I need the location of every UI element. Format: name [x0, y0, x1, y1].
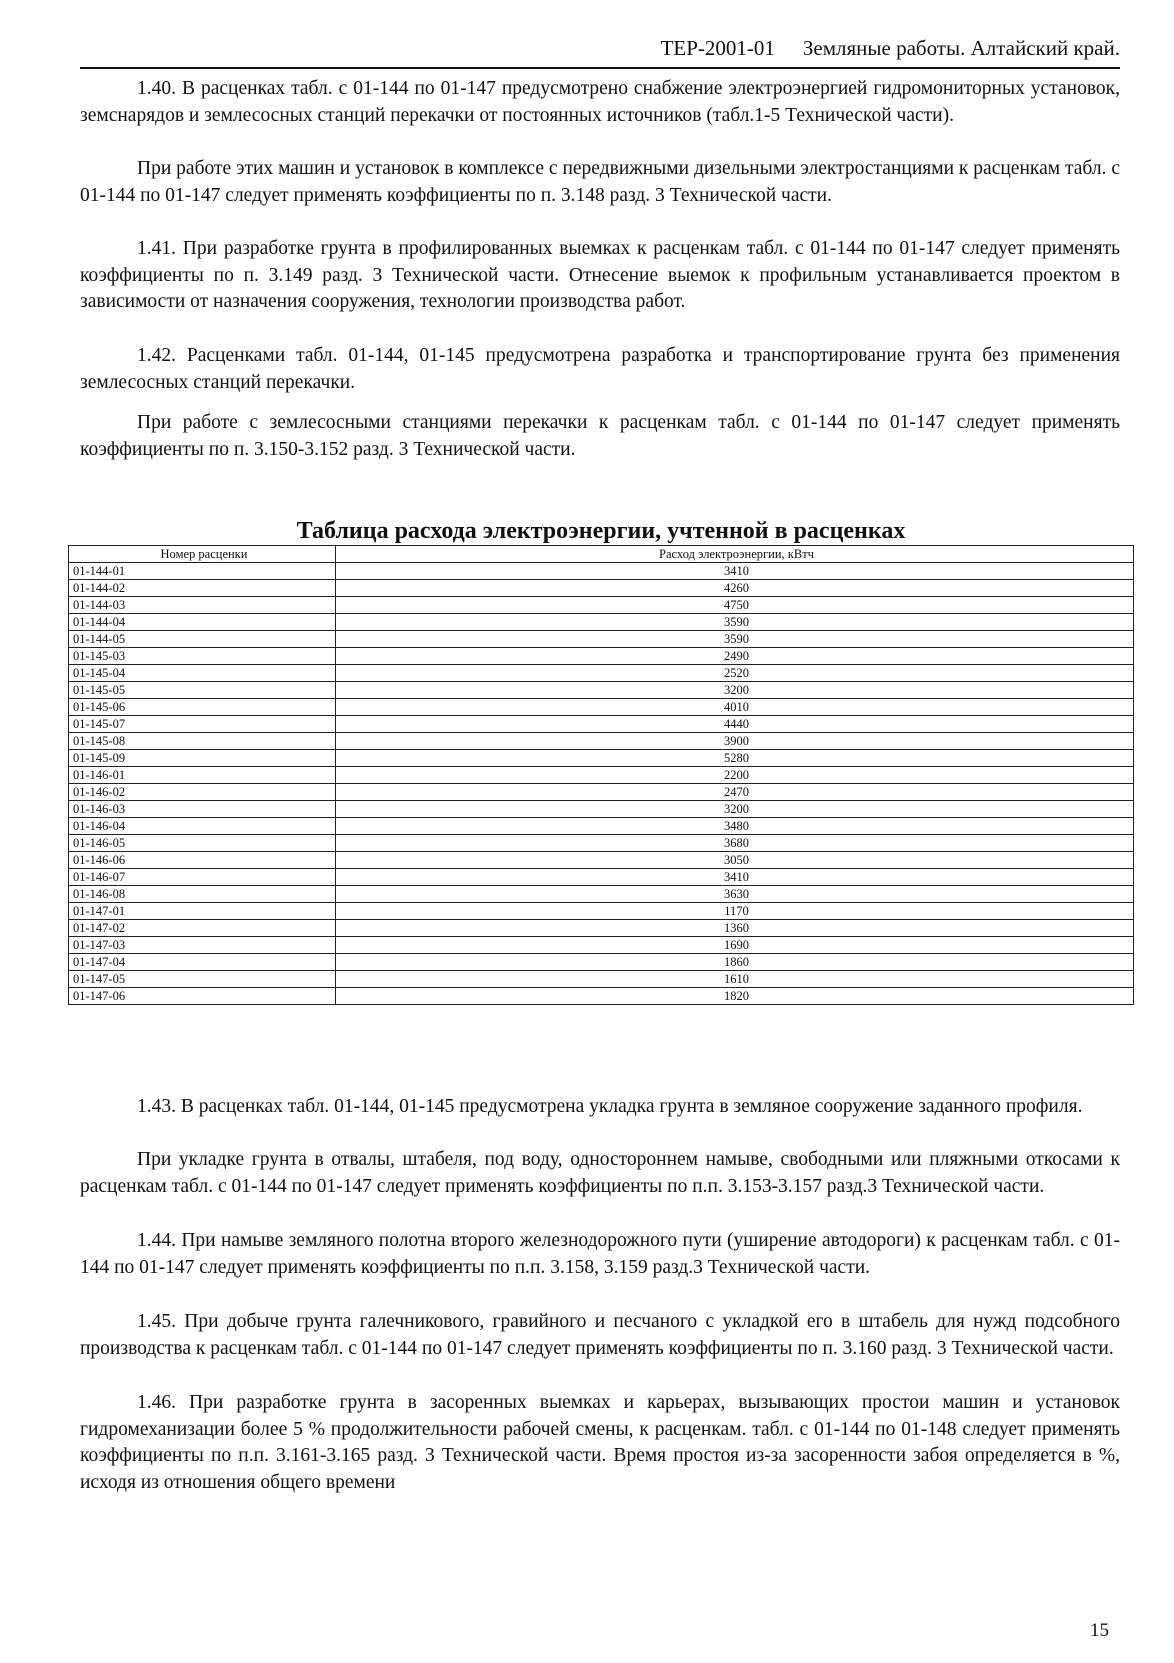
- rate-number-cell: 01-145-06: [69, 699, 336, 716]
- electricity-value-cell: 1690: [336, 937, 1134, 954]
- paragraph: 1.45. При добыче грунта галечникового, гравийного и песчаного с укладкой его в штабель для нужд подсобного производства к расценкам табл. с 01-144 по 01-147 следует применять коэффициенты по п. 3.160 разд. 3 Технической части.: [80, 1311, 1120, 1359]
- rate-number-cell: 01-147-04: [69, 954, 336, 971]
- table-row: [69, 750, 1134, 767]
- electricity-value-cell: 3050: [336, 852, 1134, 869]
- rate-number-cell: 01-146-01: [69, 767, 336, 784]
- rate-number-cell: 01-145-08: [69, 733, 336, 750]
- electricity-value-cell: 4260: [336, 580, 1134, 597]
- electricity-value-cell: 3410: [336, 869, 1134, 886]
- table-row: [69, 971, 1134, 988]
- rate-number-cell: 01-147-01: [69, 903, 336, 920]
- electricity-value-cell: 1170: [336, 903, 1134, 920]
- table-row: [69, 614, 1134, 631]
- rate-number-cell: 01-146-08: [69, 886, 336, 903]
- table-row: [69, 988, 1134, 1005]
- electricity-value-cell: 2200: [336, 767, 1134, 784]
- table-row: [69, 852, 1134, 869]
- electricity-value-cell: 3590: [336, 631, 1134, 648]
- electricity-value-cell: 2520: [336, 665, 1134, 682]
- paragraph: 1.42. Расценками табл. 01-144, 01-145 предусмотрена разработка и транспортирование грунта без применения землесосных станций перекачки.: [80, 345, 1120, 393]
- electricity-value-cell: 1860: [336, 954, 1134, 971]
- rate-number-cell: 01-146-04: [69, 818, 336, 835]
- rate-number-cell: 01-147-05: [69, 971, 336, 988]
- table-row: [69, 563, 1134, 580]
- rate-number-cell: 01-144-05: [69, 631, 336, 648]
- rate-number-cell: 01-144-01: [69, 563, 336, 580]
- table-header-row: [69, 546, 1134, 563]
- electricity-value-cell: 2490: [336, 648, 1134, 665]
- paragraph: 1.46. При разработке грунта в засоренных выемках и карьерах, вызывающих простои машин и установок гидромеханизации более 5 % продолжительности рабочей смены, к расценкам. табл. с 01-144 по 01-148 следует применять коэффициенты по п.п. 3.161-3.165 разд. 3 Технической части. Время простоя из-за засоренности забоя определяется в %, исходя из отношения общего времени: [80, 1392, 1120, 1493]
- rate-number-cell: 01-147-03: [69, 937, 336, 954]
- paragraph: При укладке грунта в отвалы, штабеля, под воду, одностороннем намыве, свободными или пляжными откосами к расценкам табл. с 01-144 по 01-147 следует применять коэффициенты по п.п. 3.153-3.157 разд.3 Технической части.: [80, 1149, 1120, 1197]
- electricity-value-cell: 2470: [336, 784, 1134, 801]
- table-row: [69, 920, 1134, 937]
- electricity-value-cell: 1820: [336, 988, 1134, 1005]
- electricity-value-cell: 4010: [336, 699, 1134, 716]
- electricity-value-cell: 3480: [336, 818, 1134, 835]
- electricity-value-cell: 1360: [336, 920, 1134, 937]
- rate-number-cell: 01-145-03: [69, 648, 336, 665]
- table-row: [69, 580, 1134, 597]
- table-row: [69, 818, 1134, 835]
- paragraph: 1.43. В расценках табл. 01-144, 01-145 предусмотрена укладка грунта в земляное сооружение заданного профиля.: [137, 1096, 1083, 1117]
- rate-number-cell: 01-144-03: [69, 597, 336, 614]
- rate-number-cell: 01-146-03: [69, 801, 336, 818]
- table-row: [69, 716, 1134, 733]
- table-row: [69, 937, 1134, 954]
- rate-number-cell: 01-146-06: [69, 852, 336, 869]
- paragraph: 1.41. При разработке грунта в профилированных выемках к расценкам табл. с 01-144 по 01-147 следует применять коэффициенты по п. 3.149 разд. 3 Технической части. Отнесение выемок к профильным устанавливается проектом в зависимости от назначения сооружения, технологии производства работ.: [80, 238, 1120, 312]
- table-row: [69, 767, 1134, 784]
- paragraph: 1.40. В расценках табл. с 01-144 по 01-147 предусмотрено снабжение электроэнергией гидромониторных установок, земснарядов и землесосных станций перекачки от постоянных источников (табл.1-5 Технической части).: [80, 78, 1120, 126]
- table-row: [69, 648, 1134, 665]
- table-title: Таблица расхода электроэнергии, учтенной в расценках: [296, 518, 906, 544]
- table-row: [69, 631, 1134, 648]
- rate-number-cell: 01-144-02: [69, 580, 336, 597]
- rate-number-cell: 01-146-07: [69, 869, 336, 886]
- electricity-value-cell: 3200: [336, 682, 1134, 699]
- rate-number-cell: 01-144-04: [69, 614, 336, 631]
- column-header-rate-number: Номер расценки: [69, 546, 336, 563]
- rate-number-cell: 01-146-02: [69, 784, 336, 801]
- rate-number-cell: 01-145-07: [69, 716, 336, 733]
- table-row: [69, 801, 1134, 818]
- paragraph: При работе этих машин и установок в комплексе с передвижными дизельными электростанциями к расценкам табл. с 01-144 по 01-147 следует применять коэффициенты по п. 3.148 разд. 3 Технической части.: [80, 158, 1120, 206]
- electricity-value-cell: 3590: [336, 614, 1134, 631]
- paragraph: При работе с землесосными станциями перекачки к расценкам табл. с 01-144 по 01-147 следует применять коэффициенты по п. 3.150-3.152 разд. 3 Технической части.: [80, 412, 1120, 460]
- electricity-value-cell: 3200: [336, 801, 1134, 818]
- rate-number-cell: 01-146-05: [69, 835, 336, 852]
- table-row: [69, 903, 1134, 920]
- rate-number-cell: 01-147-02: [69, 920, 336, 937]
- table-row: [69, 733, 1134, 750]
- electricity-value-cell: 4440: [336, 716, 1134, 733]
- table-body: [69, 563, 1134, 1005]
- electricity-value-cell: 1610: [336, 971, 1134, 988]
- page-number: 15: [1090, 1620, 1109, 1641]
- document-series: ТЕР-2001-01: [660, 36, 775, 60]
- document-title: Земляные работы. Алтайский край.: [802, 36, 1120, 60]
- table-row: [69, 954, 1134, 971]
- electricity-value-cell: 4750: [336, 597, 1134, 614]
- electricity-value-cell: 3900: [336, 733, 1134, 750]
- electricity-value-cell: 5280: [336, 750, 1134, 767]
- electricity-table: [68, 545, 1134, 1005]
- electricity-value-cell: 3410: [336, 563, 1134, 580]
- rate-number-cell: 01-147-06: [69, 988, 336, 1005]
- rate-number-cell: 01-145-04: [69, 665, 336, 682]
- table-row: [69, 869, 1134, 886]
- page-header: [80, 36, 1120, 69]
- table-row: [69, 886, 1134, 903]
- electricity-value-cell: 3630: [336, 886, 1134, 903]
- table-row: [69, 784, 1134, 801]
- table-row: [69, 835, 1134, 852]
- column-header-electricity: Расход электроэнергии, кВтч: [336, 546, 1134, 563]
- electricity-value-cell: 3680: [336, 835, 1134, 852]
- table-row: [69, 597, 1134, 614]
- rate-number-cell: 01-145-09: [69, 750, 336, 767]
- table-row: [69, 699, 1134, 716]
- paragraph: 1.44. При намыве земляного полотна второго железнодорожного пути (уширение автодороги) к расценкам табл. с 01-144 по 01-147 следует применять коэффициенты по п.п. 3.158, 3.159 разд.3 Технической части.: [80, 1230, 1120, 1278]
- table-row: [69, 682, 1134, 699]
- table-row: [69, 665, 1134, 682]
- rate-number-cell: 01-145-05: [69, 682, 336, 699]
